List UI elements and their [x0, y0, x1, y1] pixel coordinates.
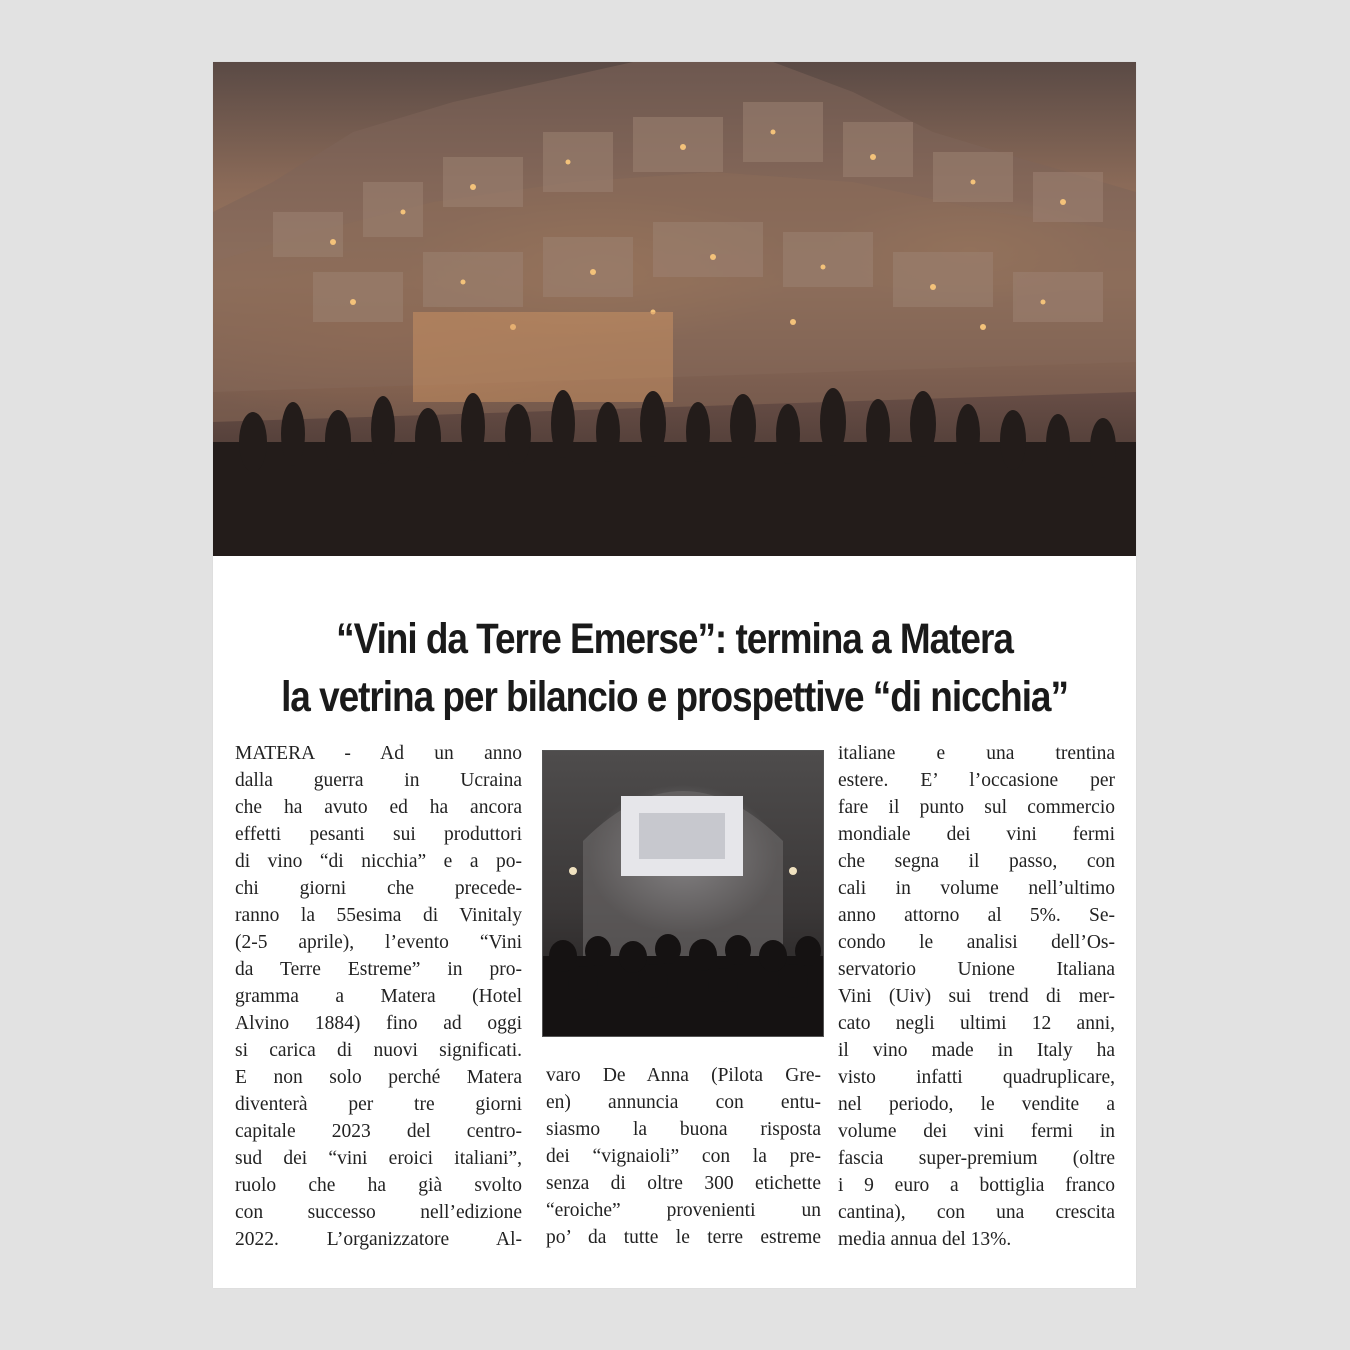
text-line: E non solo perché Matera: [235, 1067, 522, 1088]
text-line: en) annuncia con entu-: [546, 1092, 821, 1113]
text-line: di vino “di nicchia” e a po-: [235, 851, 522, 872]
matera-night-photo: [213, 62, 1136, 556]
text-line: MATERA - Ad un anno: [235, 743, 522, 764]
text-line: il vino made in Italy ha: [838, 1040, 1115, 1061]
text-line: “eroiche” provenienti un: [546, 1200, 821, 1221]
text-line: ruolo che ha già svolto: [235, 1175, 522, 1196]
text-line: che segna il passo, con: [838, 851, 1115, 872]
article-column-2: [546, 1062, 821, 1251]
article-column-1: [235, 740, 522, 1253]
text-line: nel periodo, le vendite a: [838, 1094, 1115, 1115]
text-line: fascia super-premium (oltre: [838, 1148, 1115, 1169]
conference-photo: [542, 750, 824, 1037]
matera-photo-illustration: [213, 62, 1136, 556]
conference-photo-illustration: [543, 751, 823, 1036]
text-line: ranno la 55esima di Vinitaly: [235, 905, 522, 926]
newspaper-clipping: [213, 62, 1136, 1288]
text-line: po’ da tutte le terre estreme: [546, 1227, 821, 1248]
text-line: dei “vignaioli” con la pre-: [546, 1146, 821, 1167]
text-line: che ha avuto ed ha ancora: [235, 797, 522, 818]
text-line: servatorio Unione Italiana: [838, 959, 1115, 980]
text-line: siasmo la buona risposta: [546, 1119, 821, 1140]
text-line: volume dei vini fermi in: [838, 1121, 1115, 1142]
headline-line-1: “Vini da Terre Emerse”: termina a Matera: [336, 615, 1013, 663]
text-line: sud dei “vini eroici italiani”,: [235, 1148, 522, 1169]
text-line: Vini (Uiv) sui trend di mer-: [838, 986, 1115, 1007]
text-line: anno attorno al 5%. Se-: [838, 905, 1115, 926]
text-line: gramma a Matera (Hotel: [235, 986, 522, 1007]
text-line: cantina), con una crescita: [838, 1202, 1115, 1223]
text-line: diventerà per tre giorni: [235, 1094, 522, 1115]
text-line: si carica di nuovi significati.: [235, 1040, 522, 1061]
text-line: 2022. L’organizzatore Al-: [235, 1229, 522, 1250]
text-line: i 9 euro a bottiglia franco: [838, 1175, 1115, 1196]
text-line: condo le analisi dell’Os-: [838, 932, 1115, 953]
text-line: estere. E’ l’occasione per: [838, 770, 1115, 791]
text-line: capitale 2023 del centro-: [235, 1121, 522, 1142]
text-line: Alvino 1884) fino ad oggi: [235, 1013, 522, 1034]
text-line: fare il punto sul commercio: [838, 797, 1115, 818]
article-headline: [278, 610, 1072, 726]
headline-line-2: la vetrina per bilancio e prospettive “di nicchia”: [281, 673, 1068, 721]
text-line: con successo nell’edizione: [235, 1202, 522, 1223]
text-line: cali in volume nell’ultimo: [838, 878, 1115, 899]
article-column-3: [838, 740, 1115, 1253]
text-line: dalla guerra in Ucraina: [235, 770, 522, 791]
text-line: media annua del 13%.: [838, 1229, 1012, 1250]
text-line: varo De Anna (Pilota Gre-: [546, 1065, 821, 1086]
text-line: cato negli ultimi 12 anni,: [838, 1013, 1115, 1034]
text-line: (2-5 aprile), l’evento “Vini: [235, 932, 522, 953]
text-line: da Terre Estreme” in pro-: [235, 959, 522, 980]
text-line: effetti pesanti sui produttori: [235, 824, 522, 845]
text-line: chi giorni che precede-: [235, 878, 522, 899]
text-line: visto infatti quadruplicare,: [838, 1067, 1115, 1088]
text-line: italiane e una trentina: [838, 743, 1115, 764]
text-line: mondiale dei vini fermi: [838, 824, 1115, 845]
text-line: senza di oltre 300 etichette: [546, 1173, 821, 1194]
